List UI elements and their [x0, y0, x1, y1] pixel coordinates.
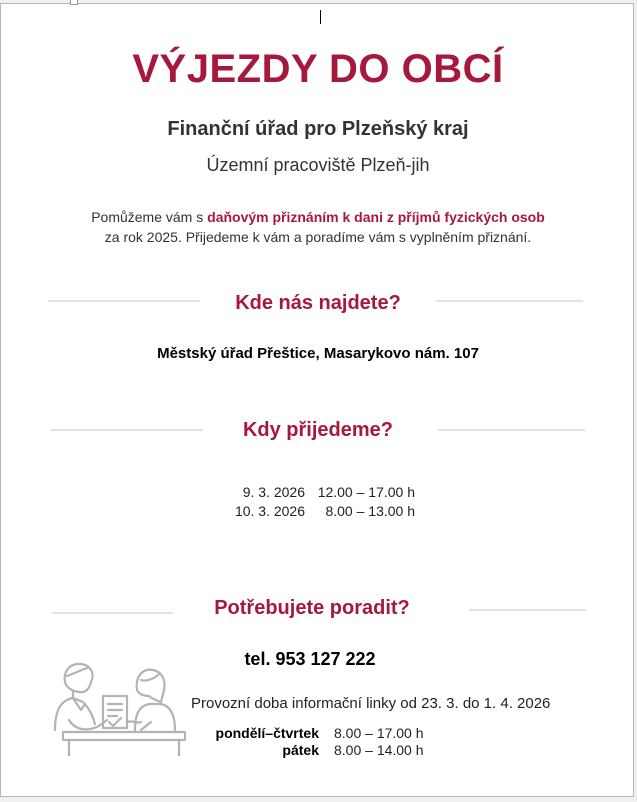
address: Městský úřad Přeštice, Masarykovo nám. 107 [157, 345, 479, 362]
where-heading: Kde nás najdete? [235, 292, 401, 314]
schedule-date: 10. 3. 2026 [234, 503, 305, 519]
intro-highlight: daňovým přiznáním k dani z příjmů fyzických osob [207, 209, 545, 225]
hours-time: 8.00 – 17.00 h [334, 725, 424, 741]
document-page [0, 3, 634, 797]
office-name: Finanční úřad pro Plzeňský kraj [167, 118, 469, 140]
page-title: VÝJEZDY DO OBCÍ [132, 47, 504, 91]
consultation-illustration-icon [51, 660, 187, 756]
when-heading: Kdy přijedeme? [242, 419, 394, 441]
hours-day: pátek [282, 742, 319, 758]
intro-after: za rok 2025. Přijedeme k vám a poradíme vám s vyplněním přiznání. [104, 229, 532, 245]
hours-day: pondělí–čtvrtek [215, 725, 319, 741]
phone-number: tel. 953 127 222 [244, 649, 376, 669]
hours-time: 8.00 – 14.00 h [334, 742, 424, 758]
hours-row [191, 742, 424, 759]
text-cursor [320, 10, 321, 24]
intro-paragraph [1, 207, 635, 247]
help-heading: Potřebujete poradit? [214, 597, 410, 619]
schedule-row [201, 502, 415, 521]
hotline-hours-title: Provozní doba informační linky od 23. 3. do 1. 4. 2026 [191, 695, 551, 712]
schedule-time: 8.00 – 13.00 h [325, 503, 415, 519]
workplace-name: Územní pracoviště Plzeň-jih [206, 155, 430, 175]
schedule-date: 9. 3. 2026 [242, 484, 305, 500]
schedule-time: 12.00 – 17.00 h [317, 484, 415, 500]
anchor-marker-icon [70, 0, 78, 5]
hotline-hours [191, 725, 424, 759]
hours-row [191, 725, 424, 742]
intro-before: Pomůžeme vám s [91, 209, 208, 225]
schedule-row [201, 483, 415, 502]
visit-schedule [201, 483, 415, 521]
